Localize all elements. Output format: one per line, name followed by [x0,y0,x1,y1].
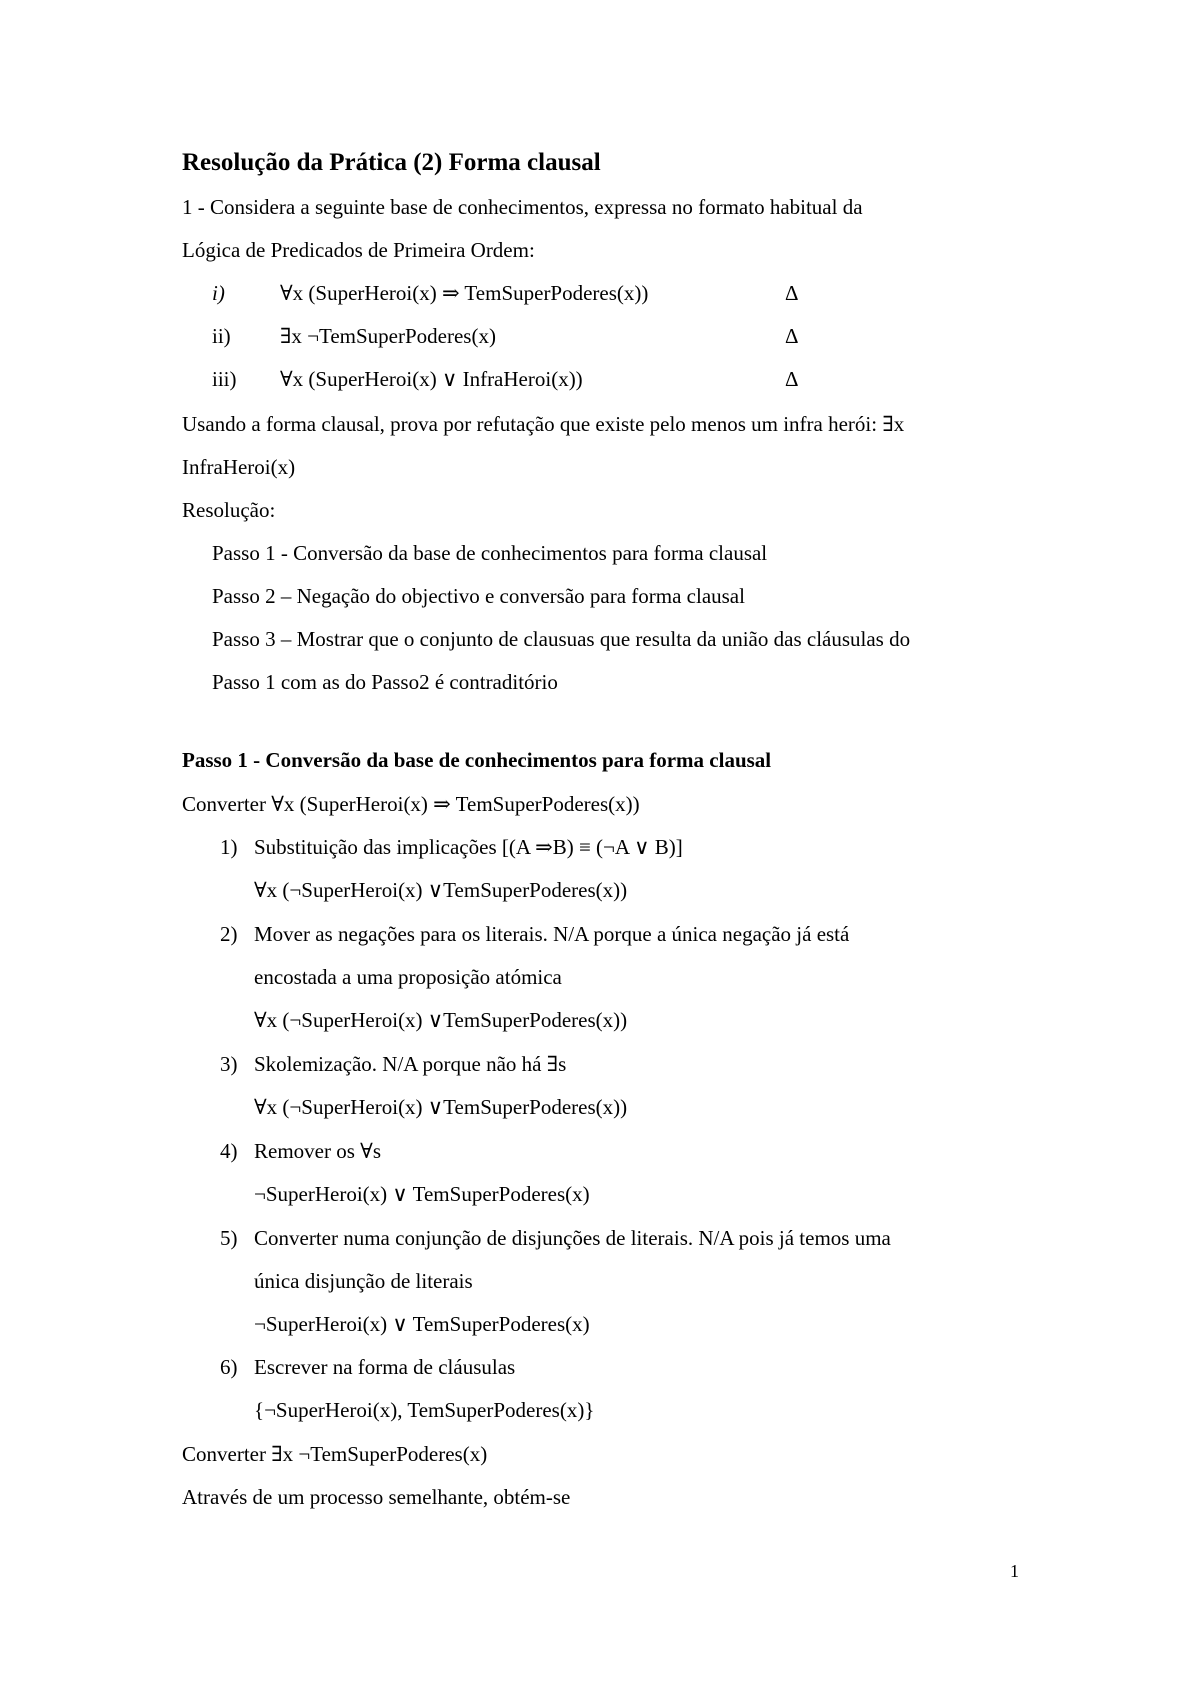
item-3-text: Skolemização. N/A porque não há ∃s [254,1052,567,1076]
item-1-result: ∀x (¬SuperHeroi(x) ∨TemSuperPoderes(x)) [254,878,628,902]
kb-mark-iii: Δ [785,367,799,391]
convert-formula-1: Converter ∀x (SuperHeroi(x) ⇒ TemSuperPoderes(x)) [182,792,640,816]
kb-mark-ii: Δ [785,324,799,348]
goal-line-1: Usando a forma clausal, prova por refutação que existe pelo menos um infra herói: ∃x [182,412,905,436]
item-6-number: 6) [220,1355,238,1379]
item-5-result: ¬SuperHeroi(x) ∨ TemSuperPoderes(x) [254,1312,590,1336]
step-3: Passo 3 – Mostrar que o conjunto de clausuas que resulta da união das cláusulas do [212,627,911,651]
step-1: Passo 1 - Conversão da base de conhecimentos para forma clausal [212,541,768,565]
kb-label-iii: iii) [212,367,237,391]
goal-line-2: InfraHeroi(x) [182,455,296,479]
kb-formula-i: ∀x (SuperHeroi(x) ⇒ TemSuperPoderes(x)) [280,281,649,305]
kb-formula-ii: ∃x ¬TemSuperPoderes(x) [280,324,496,348]
kb-formula-iii: ∀x (SuperHeroi(x) ∨ InfraHeroi(x)) [280,367,583,391]
item-6-result: {¬SuperHeroi(x), TemSuperPoderes(x)} [254,1398,595,1422]
item-2-text-continued: encostada a uma proposição atómica [254,965,562,989]
item-4-text: Remover os ∀s [254,1139,381,1163]
kb-mark-i: Δ [785,281,799,305]
item-5-number: 5) [220,1226,238,1250]
item-4-result: ¬SuperHeroi(x) ∨ TemSuperPoderes(x) [254,1182,590,1206]
kb-label-ii: ii) [212,324,231,348]
item-3-number: 3) [220,1052,238,1076]
closing-line: Através de um processo semelhante, obtém-se [182,1485,571,1509]
section-1-heading: Passo 1 - Conversão da base de conhecimentos para forma clausal [182,748,772,772]
intro-line-1: 1 - Considera a seguinte base de conhecimentos, expressa no formato habitual da [182,195,863,219]
kb-label-i: i) [212,281,225,305]
item-1-text: Substituição das implicações [(A ⇒B) ≡ (¬A ∨ B)] [254,835,683,859]
resolution-label: Resolução: [182,498,276,522]
step-3-continued: Passo 1 com as do Passo2 é contraditório [212,670,558,694]
item-6-text: Escrever na forma de cláusulas [254,1355,516,1379]
item-5-text-continued: única disjunção de literais [254,1269,473,1293]
page-number: 1 [1010,1561,1019,1581]
document-title: Resolução da Prática (2) Forma clausal [182,149,601,176]
convert-formula-2: Converter ∃x ¬TemSuperPoderes(x) [182,1442,488,1466]
item-5-text: Converter numa conjunção de disjunções de literais. N/A pois já temos uma [254,1226,891,1250]
item-2-number: 2) [220,922,238,946]
step-2: Passo 2 – Negação do objectivo e conversão para forma clausal [212,584,745,608]
item-2-result: ∀x (¬SuperHeroi(x) ∨TemSuperPoderes(x)) [254,1008,628,1032]
item-1-number: 1) [220,835,238,859]
intro-line-2: Lógica de Predicados de Primeira Ordem: [182,238,535,262]
item-2-text: Mover as negações para os literais. N/A porque a única negação já está [254,922,850,946]
item-3-result: ∀x (¬SuperHeroi(x) ∨TemSuperPoderes(x)) [254,1095,628,1119]
item-4-number: 4) [220,1139,238,1163]
